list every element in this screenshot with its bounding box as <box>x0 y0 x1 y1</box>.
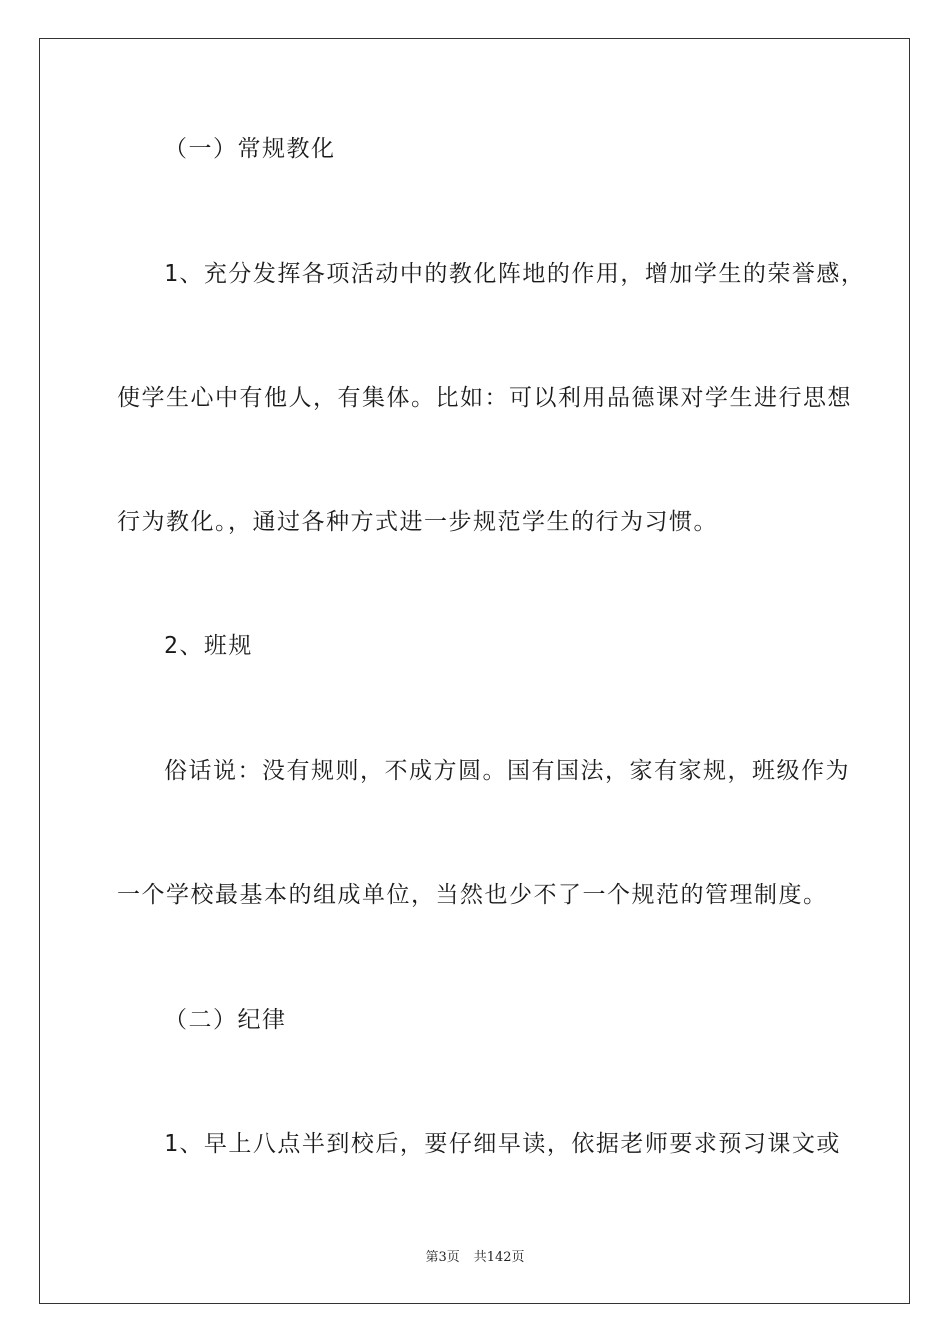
page-number: 第3页 <box>425 1250 460 1265</box>
subheading-class-rules: 2、班规 <box>164 633 253 659</box>
page-border <box>39 38 910 1304</box>
paragraph-line: 使学生心中有他人，有集体。比如：可以利用品德课对学生进行思想 <box>117 385 852 411</box>
paragraph-line: 一个学校最基本的组成单位，当然也少不了一个规范的管理制度。 <box>117 882 828 908</box>
section-heading-routine-education: （一）常规教化 <box>164 136 336 162</box>
page-footer <box>0 1246 950 1265</box>
paragraph-line: 行为教化。，通过各种方式进一步规范学生的行为习惯。 <box>117 509 718 535</box>
paragraph-line: 俗话说：没有规则，不成方圆。国有国法，家有家规，班级作为 <box>164 758 850 784</box>
total-pages: 共142页 <box>473 1250 525 1265</box>
paragraph-line: 1、充分发挥各项活动中的教化阵地的作用，增加学生的荣誉感， <box>164 261 866 287</box>
section-heading-discipline: （二）纪律 <box>164 1007 287 1033</box>
paragraph-line: 1、早上八点半到校后，要仔细早读，依据老师要求预习课文或 <box>164 1131 841 1157</box>
